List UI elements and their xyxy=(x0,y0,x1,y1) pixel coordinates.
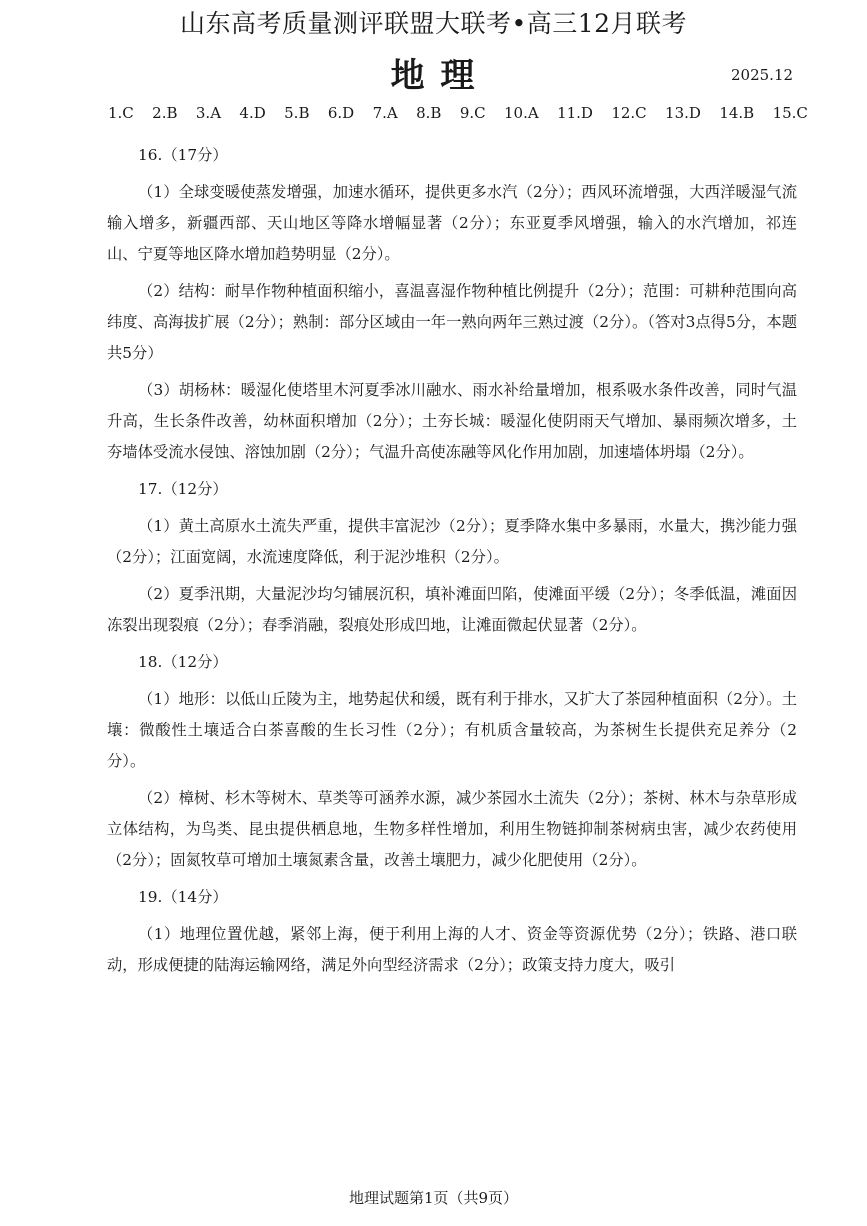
question-16-part-3: （3）胡杨林：暖湿化使塔里木河夏季冰川融水、雨水补给量增加，根系吸水条件改善，同时气温升高，生长条件改善，幼林面积增加（2分）；土夯长城：暖湿化使阴雨天气增加、暴雨频次增多，土夯墙体受流水侵蚀、溶蚀加剧（2分）；气温升高使冻融等风化作用加剧，加速墙体坍塌（2分）。 xyxy=(107,381,797,461)
question-17-part-2: （2）夏季汛期，大量泥沙均匀铺展沉积，填补滩面凹陷，使滩面平缓（2分）；冬季低温，滩面因冻裂出现裂痕（2分）；春季消融，裂痕处形成凹地，让滩面微起伏显著（2分）。 xyxy=(107,585,797,634)
answer-item: 12.C xyxy=(611,104,647,122)
question-17-part-1: （1）黄土高原水土流失严重，提供丰富泥沙（2分）；夏季降水集中多暴雨，水量大，携沙能力强（2分）；江面宽阔，水流速度降低，利于泥沙堆积（2分）。 xyxy=(107,517,797,566)
exam-date: 2025.12 xyxy=(731,66,794,84)
question-16-part-2: （2）结构：耐旱作物种植面积缩小，喜温喜湿作物种植比例提升（2分）；范围：可耕种范围向高纬度、高海拔扩展（2分）；熟制：部分区域由一年一熟向两年三熟过渡（2分）。（答对3点得5分，本题共5分） xyxy=(107,282,797,362)
question-19-heading: 19.（14分） xyxy=(138,888,228,906)
answer-item: 11.D xyxy=(557,104,593,122)
answer-item: 4.D xyxy=(239,104,266,122)
exam-header-title: 山东高考质量测评联盟大联考•高三12月联考 xyxy=(179,9,688,38)
question-18-heading: 18.（12分） xyxy=(138,653,228,671)
answer-item: 8.B xyxy=(416,104,442,122)
question-18-part-1: （1）地形：以低山丘陵为主，地势起伏和缓，既有利于排水，又扩大了茶园种植面积（2分）。土壤：微酸性土壤适合白茶喜酸的生长习性（2分）；有机质含量较高，为茶树生长提供充足养分（2分）。 xyxy=(107,690,797,770)
answer-item: 5.B xyxy=(284,104,310,122)
question-16-part-1: （1）全球变暖使蒸发增强，加速水循环，提供更多水汽（2分）；西风环流增强，大西洋暖湿气流输入增多，新疆西部、天山地区等降水增幅显著（2分）；东亚夏季风增强，输入的水汽增加，祁连山、宁夏等地区降水增加趋势明显（2分）。 xyxy=(107,183,797,263)
answer-body xyxy=(107,140,797,981)
answer-item: 7.A xyxy=(372,104,398,122)
page-footer: 地理试题第1页（共9页） xyxy=(348,1189,519,1207)
answer-item: 3.A xyxy=(195,104,222,122)
question-17-heading: 17.（12分） xyxy=(138,480,228,498)
answer-item: 10.A xyxy=(504,104,539,122)
answer-item: 9.C xyxy=(459,104,486,122)
answer-item: 1.C xyxy=(108,104,134,122)
subject-title: 地 理 xyxy=(390,56,477,96)
question-19-part-1: （1）地理位置优越，紧邻上海，便于利用上海的人才、资金等资源优势（2分）；铁路、港口联动，形成便捷的陆海运输网络，满足外向型经济需求（2分）；政策支持力度大，吸引 xyxy=(107,925,797,974)
answer-item: 15.C xyxy=(772,104,808,122)
answer-item: 14.B xyxy=(719,104,755,122)
multiple-choice-answers xyxy=(108,104,808,122)
answer-item: 2.B xyxy=(152,104,178,122)
question-16-heading: 16.（17分） xyxy=(138,146,228,164)
question-18-part-2: （2）樟树、杉木等树木、草类等可涵养水源，减少茶园水土流失（2分）；茶树、林木与杂草形成立体结构，为鸟类、昆虫提供栖息地，生物多样性增加，利用生物链抑制茶树病虫害，减少农药使用（2分）；固氮牧草可增加土壤氮素含量，改善土壤肥力，减少化肥使用（2分）。 xyxy=(107,789,797,869)
answer-item: 6.D xyxy=(327,104,355,122)
answer-item: 13.D xyxy=(665,104,701,122)
